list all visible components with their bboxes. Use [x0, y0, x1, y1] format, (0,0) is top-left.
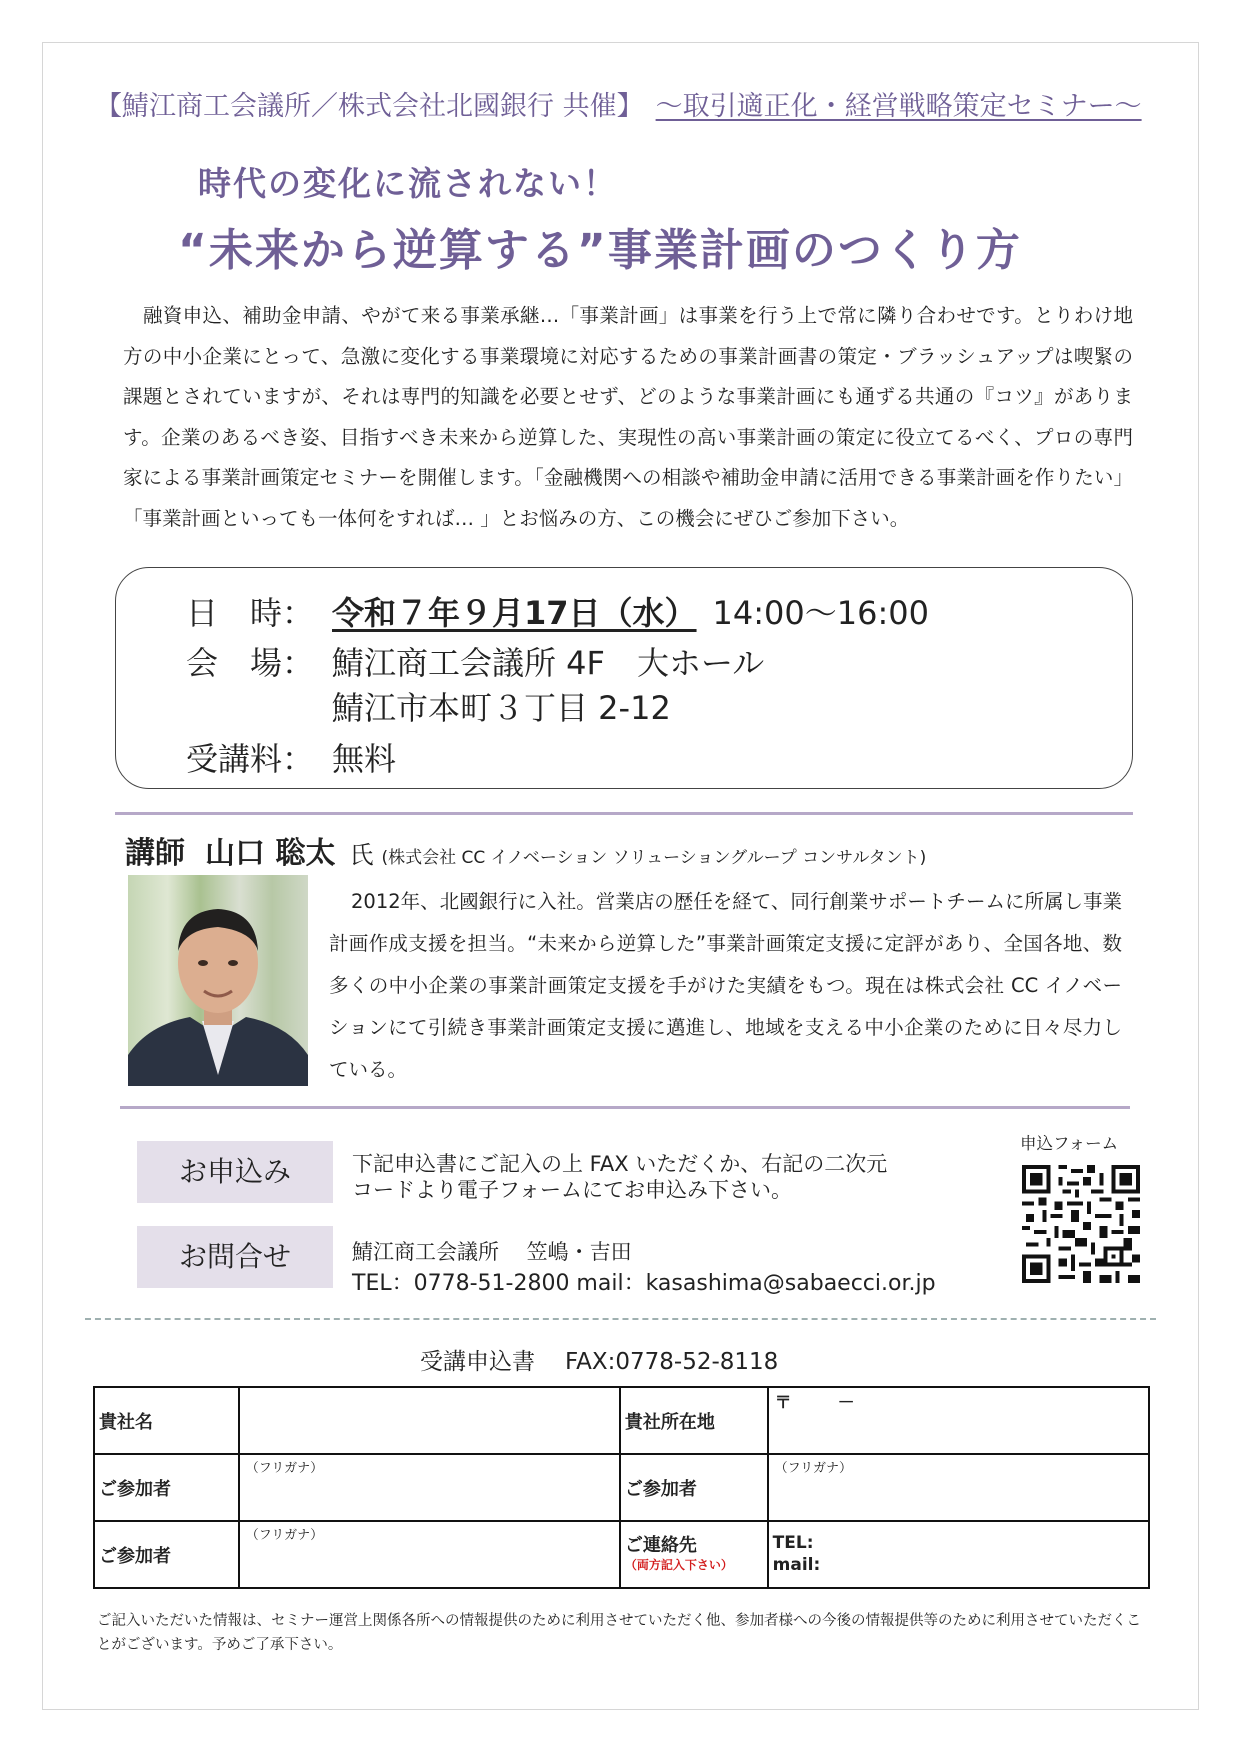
participant-label: ご参加者: [94, 1521, 239, 1588]
fax-number: FAX:0778-52-8118: [565, 1349, 779, 1375]
lecturer-honorific: 氏: [349, 841, 374, 869]
contact-note: （両方記入下さい）: [624, 1558, 733, 1572]
lecturer-role: 講師: [125, 836, 185, 871]
venue-label: 会 場：: [186, 644, 315, 682]
cut-line: [85, 1318, 1156, 1320]
lecturer-heading: [125, 828, 926, 872]
date-row: [186, 588, 929, 634]
address-row: [186, 683, 671, 729]
apply-instructions: 下記申込書にご記入の上 FAX いただくか、右記の二次元コードより電子フォームにてお申込み下さい。: [352, 1152, 888, 1202]
fee-value: 無料: [332, 740, 397, 778]
venue-row: [186, 638, 764, 684]
participant-field[interactable]: [768, 1454, 1149, 1521]
qr-label: 申込フォーム: [1020, 1134, 1119, 1153]
organizers-text: 【鯖江商工会議所／株式会社北國銀行 共催】: [95, 91, 644, 122]
event-info-box: [115, 567, 1133, 789]
title-line-1: 時代の変化に流されない！: [198, 164, 618, 203]
mail-field-label: mail:: [772, 1555, 821, 1575]
contact-label: お問合せ: [137, 1226, 333, 1288]
intro-paragraph: 融資申込、補助金申請、やがて来る事業承継…「事業計画」は事業を行う上で常に隣り合わせです。とりわけ地方の中小企業にとって、急激に変化する事業環境に対応するための事業計画書の策定・ブラッシュアップは喫緊の課題とされていますが、それは専門的知識を必要とせず、どのような事業計画にも通ずる共通の『コツ』があります。企業のあるべき姿、目指すべき未来から逆算した、実現性の高い事業計画の策定に役立てるべく、プロの専門家による事業計画策定セミナーを開催します。「金融機関への相談や補助金申請に活用できる事業計画を作りたい」「事業計画といっても一体何をすれば… 」とお悩みの方、この機会にぜひご参加下さい。: [123, 304, 1133, 530]
company-name-field[interactable]: [239, 1387, 620, 1454]
participant-field[interactable]: [239, 1454, 620, 1521]
divider-bottom: [120, 1106, 1130, 1109]
date-label: 日 時：: [186, 594, 315, 632]
table-row: [94, 1454, 1149, 1521]
application-form: [93, 1386, 1150, 1589]
event-time: 14:00～16:00: [712, 594, 929, 632]
divider-top: [115, 812, 1133, 815]
lecturer-bio: 2012年、北國銀行に入社。営業店の歴任を経て、同行創業サポートチームに所属し事業計画作成支援を担当。“未来から逆算した”事業計画策定支援に定評があり、全国各地、数多くの中小企業の事業計画策定支援を手がけた実績をもつ。現在は株式会社 CC イノベーションにて引続き事業計画策定支援に邁進し、地域を支える中小企業のために日々尽力している。: [329, 890, 1122, 1081]
lecturer-name: 山口 聡太: [205, 836, 336, 871]
furigana-hint: （フリガナ）: [245, 1461, 324, 1476]
company-address-label: 貴社所在地: [620, 1387, 768, 1454]
privacy-note: ご記入いただいた情報は、セミナー運営上関係各所への情報提供のために利用させていただく他、参加者様への今後の情報提供等のために利用させていただくことがございます。予めご了承下さい。: [97, 1613, 1141, 1653]
table-row: [94, 1387, 1149, 1454]
postal-code: 〒 －: [774, 1393, 855, 1413]
event-date: 令和７年９月17日（水）: [332, 594, 697, 632]
venue-address: 鯖江市本町３丁目 2-12: [332, 689, 671, 727]
seminar-series-text: ～取引適正化・経営戦略策定セミナー～: [655, 91, 1142, 122]
apply-label: お申込み: [137, 1141, 333, 1203]
company-address-field[interactable]: [768, 1387, 1149, 1454]
fee-row: [186, 734, 396, 780]
lecturer-photo: [128, 875, 308, 1086]
header-banner: [95, 84, 1175, 123]
form-title: [420, 1343, 778, 1376]
participant-label: ご参加者: [620, 1454, 768, 1521]
lecturer-affiliation: (株式会社 CC イノベーション ソリューショングループ コンサルタント): [381, 848, 927, 868]
company-name-label: 貴社名: [94, 1387, 239, 1454]
form-heading: 受講申込書: [420, 1349, 535, 1375]
participant-label: ご参加者: [94, 1454, 239, 1521]
venue-name: 鯖江商工会議所 4F 大ホール: [332, 644, 765, 682]
page-title: “未来から逆算する”事業計画のつくり方: [178, 225, 1022, 276]
contact-info: [352, 1236, 936, 1300]
furigana-hint: （フリガナ）: [774, 1461, 853, 1476]
contact-tel-mail[interactable]: TEL：0778-51-2800 mail：kasashima@sabaecci.or.jp: [352, 1271, 936, 1296]
participant-field[interactable]: [239, 1521, 620, 1588]
contact-org: 鯖江商工会議所 笠嶋・吉田: [352, 1240, 632, 1264]
contact-label-text: ご連絡先: [624, 1535, 697, 1556]
table-row: [94, 1521, 1149, 1588]
furigana-hint: （フリガナ）: [245, 1528, 324, 1543]
fee-label: 受講料：: [186, 740, 315, 778]
contact-field[interactable]: [768, 1521, 1149, 1588]
contact-cell-label: [620, 1521, 768, 1588]
tel-field-label: TEL:: [772, 1533, 814, 1553]
qr-code-icon[interactable]: [1022, 1165, 1140, 1283]
